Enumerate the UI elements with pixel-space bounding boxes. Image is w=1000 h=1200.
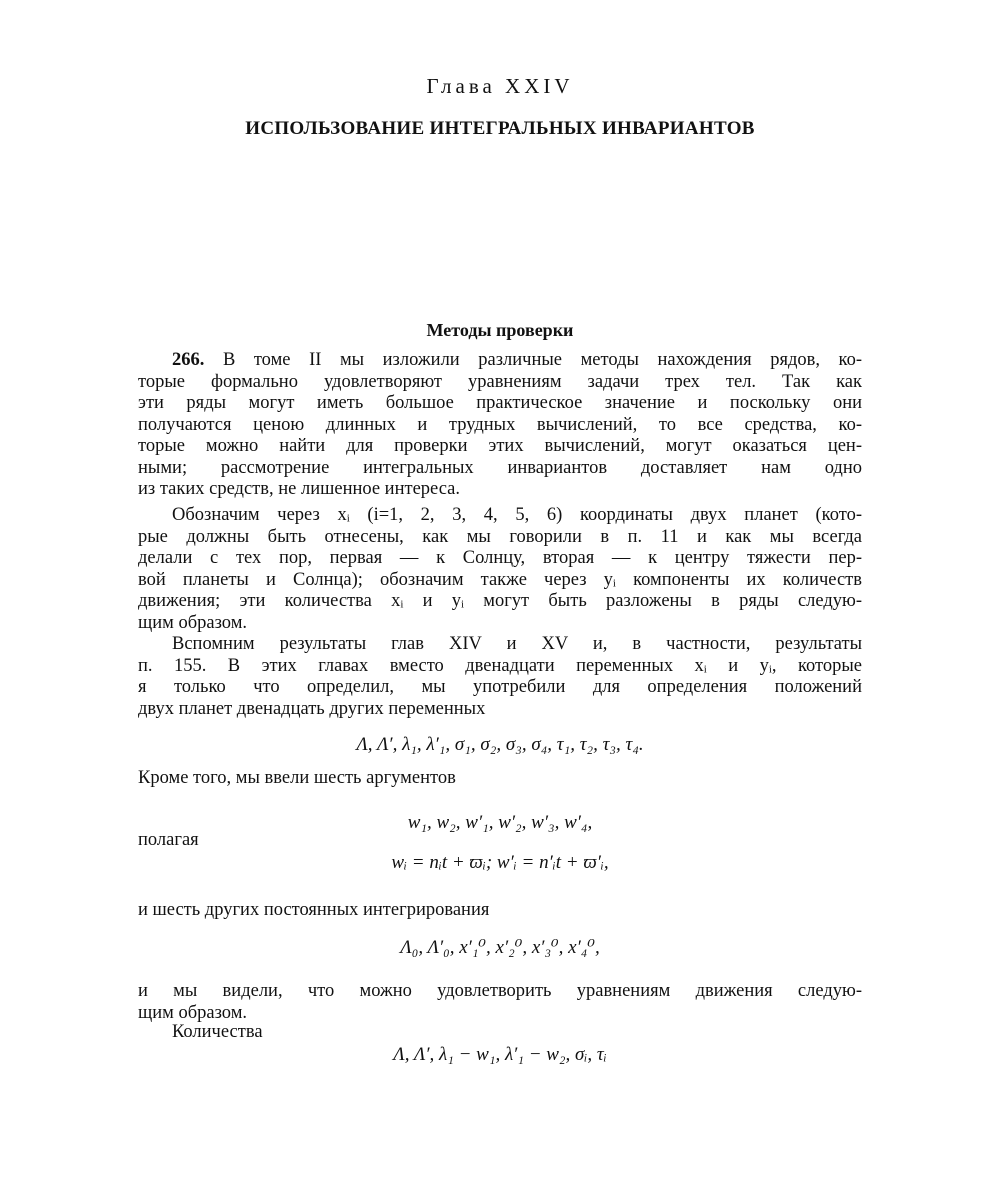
formula-constants: Λ₀, Λ′₀, x′₁⁰, x′₂⁰, x′₃⁰, x′₄⁰,	[400, 937, 600, 958]
paragraph-number: 266.	[172, 350, 205, 370]
paragraph-coordinates	[138, 505, 862, 634]
paragraph-line: 266. В томе II мы изложили различные методы нахождения рядов, ко-	[172, 350, 862, 370]
paragraph-line: Обозначим через xᵢ (i=1, 2, 3, 4, 5, 6) координаты двух планет (кото-	[172, 505, 862, 525]
text-line: Количества	[172, 1022, 263, 1042]
chapter-title: ИСПОЛЬЗОВАНИЕ ИНТЕГРАЛЬНЫХ ИНВАРИАНТОВ	[245, 118, 755, 139]
formula-quantities: Λ, Λ′, λ₁ − w₁, λ′₁ − w₂, σᵢ, τᵢ	[393, 1044, 607, 1065]
text-line: и шесть других постоянных интегрирования	[138, 900, 490, 920]
paragraph-equations	[138, 981, 862, 1024]
formula-variables: Λ, Λ′, λ₁, λ′₁, σ₁, σ₂, σ₃, σ₄, τ₁, τ₂, τ₃, τ₄.	[356, 734, 644, 755]
paragraph-line: Вспомним результаты глав XIV и XV и, в частности, результаты	[172, 634, 862, 654]
paragraph-line: получаются ценою длинных и трудных вычислений, то все средства, ко-	[138, 414, 862, 435]
paragraph-line: торые формально удовлетворяют уравнениям задачи трех тел. Так как	[138, 371, 862, 392]
paragraph-line: щим образом.	[138, 612, 248, 633]
paragraph-line: торые можно найти для проверки этих вычислений, могут оказаться цен-	[138, 436, 862, 456]
formula-arguments: w₁, w₂, w′₁, w′₂, w′₃, w′₄,	[407, 812, 593, 833]
text-line: полагая	[138, 830, 199, 850]
paragraph-line: щим образом.	[138, 1002, 248, 1023]
paragraph-line: и мы видели, что можно удовлетворить уравнениям движения следую-	[138, 981, 862, 1001]
text-line: Кроме того, мы ввели шесть аргументов	[138, 768, 456, 788]
section-title: Методы проверки	[426, 320, 574, 340]
chapter-label: Глава XXIV	[426, 74, 574, 98]
paragraph-line: я только что определил, мы употребили для определения положений	[138, 677, 862, 697]
paragraph-line: делали с тех пор, первая — к Солнцу, вторая — к центру тяжести пер-	[138, 548, 862, 568]
formula-definitions: wᵢ = nᵢt + ϖᵢ; w′ᵢ = n′ᵢt + ϖ′ᵢ,	[391, 852, 609, 873]
paragraph-line: ными; рассмотрение интегральных инвариантов доставляет нам одно	[138, 457, 862, 478]
paragraph-line: рые должны быть отнесены, как мы говорили в п. 11 и как мы всегда	[138, 526, 862, 547]
paragraph-line: вой планеты и Солнца); обозначим также через yᵢ компоненты их количеств	[138, 569, 862, 590]
paragraph-line: двух планет двенадцать других переменных	[138, 698, 486, 719]
paragraph-line: движения; эти количества xᵢ и yᵢ могут быть разложены в ряды следую-	[138, 591, 862, 611]
paragraph-line: п. 155. В этих главах вместо двенадцати переменных xᵢ и yᵢ, которые	[138, 655, 862, 676]
paragraph-266	[138, 350, 862, 501]
paragraph-variables	[138, 634, 862, 720]
paragraph-line: эти ряды могут иметь большое практическое значение и поскольку они	[138, 393, 862, 413]
paragraph-line: из таких средств, не лишенное интереса.	[138, 479, 460, 499]
